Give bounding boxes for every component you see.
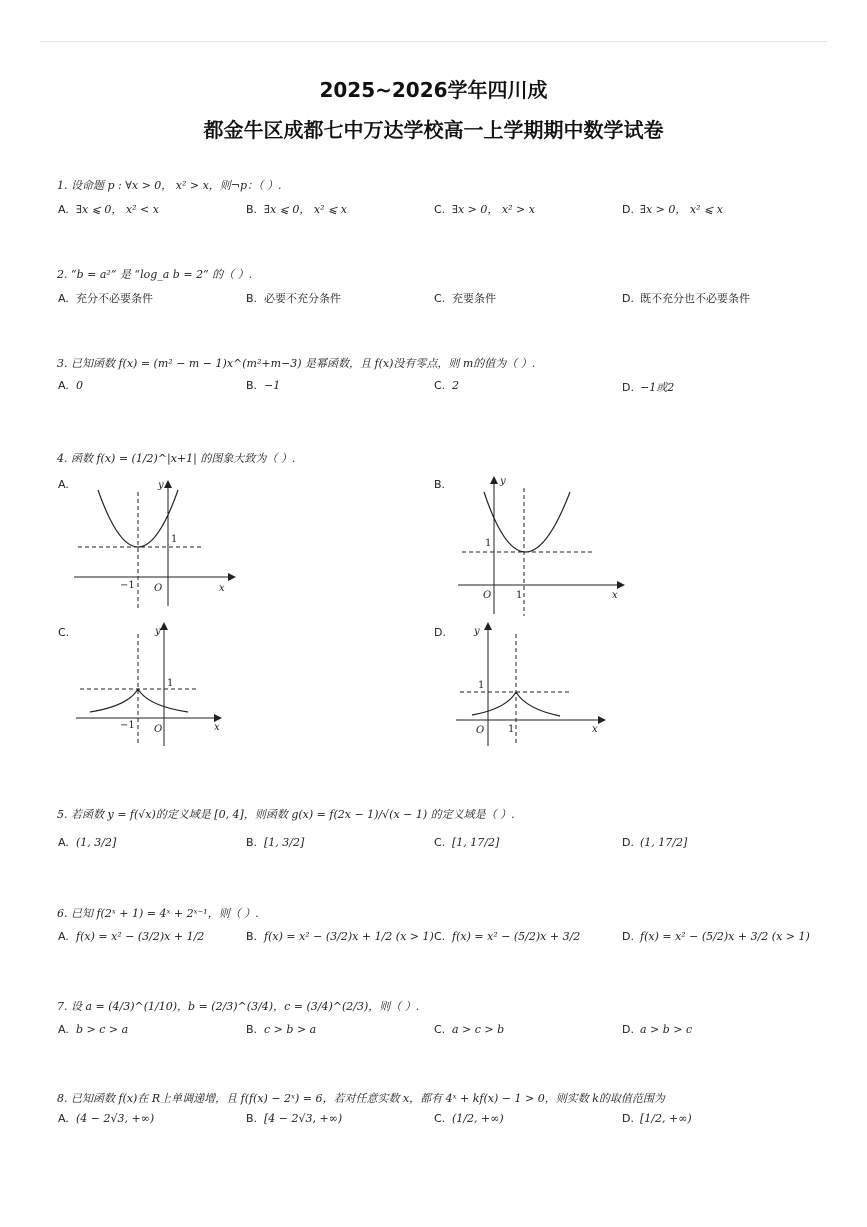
option-c[interactable]: C. 充要条件: [434, 292, 496, 305]
tick-1-x: 1: [516, 590, 523, 601]
option-d[interactable]: D. [1/2, +∞): [622, 1112, 692, 1125]
option-b[interactable]: B. [4 − 2√3, +∞): [246, 1112, 343, 1125]
y-axis-label: y: [155, 626, 161, 637]
question-3-stem: 3. 已知函数 f(x) = (m² − m − 1)x^(m²+m−3) 是幂函数，且 f(x)没有零点，则 m的值为（ ）.: [57, 357, 536, 370]
origin-label: O: [483, 590, 492, 601]
option-c[interactable]: C. (1/2, +∞): [434, 1112, 504, 1125]
option-b[interactable]: B. f(x) = x² − (3/2)x + 1/2 (x > 1): [246, 930, 434, 943]
option-a[interactable]: A. b > c > a: [58, 1023, 129, 1036]
option-c[interactable]: C. f(x) = x² − (5/2)x + 3/2: [434, 930, 581, 943]
tick-neg-1: −1: [120, 580, 135, 591]
graph-b: [452, 472, 627, 617]
option-a[interactable]: A. (1, 3/2]: [58, 836, 117, 849]
question-8-stem: 8. 已知函数 f(x)在 R上单调递增，且 f(f(x) − 2ˣ) = 6，若对任意实数 x，都有 4ˣ + kf(x) − 1 > 0，则实数 k的取值范围为: [57, 1092, 665, 1105]
question-6-options: [58, 930, 818, 952]
option-b[interactable]: B. c > b > a: [246, 1023, 317, 1036]
question-2-stem: 2. “b = a²” 是 “log_a b = 2” 的（ ）.: [57, 268, 253, 281]
y-axis-label: y: [158, 480, 164, 491]
option-c[interactable]: C. a > c > b: [434, 1023, 505, 1036]
tick-1: 1: [167, 678, 174, 689]
option-a[interactable]: A. 充分不必要条件: [58, 292, 153, 305]
x-axis-label: x: [219, 583, 225, 594]
option-b[interactable]: B. −1: [246, 379, 281, 392]
question-1-stem: 1. 设命题 p : ∀x > 0， x² > x，则¬p：（ ）.: [57, 179, 282, 192]
graph-c: [72, 620, 232, 750]
question-6-stem: 6. 已知 f(2ˣ + 1) = 4ˣ + 2ˣ⁻¹，则（ ）.: [57, 907, 259, 920]
option-b[interactable]: B. [1, 3/2]: [246, 836, 305, 849]
graph-b-label[interactable]: B.: [434, 478, 446, 491]
tick-neg-1: −1: [120, 720, 135, 731]
option-c[interactable]: C. ∃x > 0， x² > x: [434, 203, 535, 216]
x-axis-label: x: [592, 724, 598, 735]
x-axis-label: x: [612, 590, 618, 601]
option-b[interactable]: B. 必要不充分条件: [246, 292, 341, 305]
header-divider: [40, 41, 827, 42]
option-c[interactable]: C. 2: [434, 379, 459, 392]
option-d[interactable]: D. f(x) = x² − (5/2)x + 3/2 (x > 1): [622, 930, 810, 943]
graph-a: [68, 476, 238, 611]
graph-d: [452, 620, 612, 750]
question-4-stem: 4. 函数 f(x) = (1/2)^|x+1| 的图象大致为（ ）.: [57, 452, 296, 465]
tick-1: 1: [478, 680, 485, 691]
y-axis-label: y: [500, 476, 506, 487]
question-3-options: [58, 379, 818, 401]
question-5-stem: 5. 若函数 y = f(√x)的定义域是 [0, 4]，则函数 g(x) = f(2x − 1)/√(x − 1) 的定义域是（ ）.: [57, 808, 515, 821]
origin-label: O: [154, 724, 163, 735]
option-b[interactable]: B. ∃x ⩽ 0， x² ⩽ x: [246, 203, 347, 216]
origin-label: O: [154, 583, 163, 594]
option-d[interactable]: D. a > b > c: [622, 1023, 693, 1036]
origin-label: O: [476, 725, 485, 736]
option-d[interactable]: D. −1或2: [622, 381, 675, 394]
option-a[interactable]: A. ∃x ⩽ 0， x² < x: [58, 203, 159, 216]
exam-title-line-1: 2025~2026学年四川成: [319, 78, 548, 102]
graph-d-label[interactable]: D.: [434, 626, 446, 639]
question-7-options: [58, 1023, 818, 1045]
option-a[interactable]: A. 0: [58, 379, 83, 392]
x-axis-label: x: [214, 722, 220, 733]
option-d[interactable]: D. (1, 17/2]: [622, 836, 688, 849]
option-a[interactable]: A. f(x) = x² − (3/2)x + 1/2: [58, 930, 205, 943]
y-axis-label: y: [474, 626, 480, 637]
option-d[interactable]: D. ∃x > 0， x² ⩽ x: [622, 203, 723, 216]
question-5-options: [58, 836, 818, 858]
tick-1-x: 1: [508, 724, 515, 735]
graph-a-label[interactable]: A.: [58, 478, 69, 491]
option-d[interactable]: D. 既不充分也不必要条件: [622, 292, 750, 305]
tick-1: 1: [485, 538, 492, 549]
exam-title-line-2: 都金牛区成都七中万达学校高一上学期期中数学试卷: [203, 118, 664, 142]
question-7-stem: 7. 设 a = (4/3)^(1/10)，b = (2/3)^(3/4)，c = (3/4)^(2/3)，则（ ）.: [57, 1000, 420, 1013]
question-1-options: [58, 201, 818, 223]
option-a[interactable]: A. (4 − 2√3, +∞): [58, 1112, 155, 1125]
question-2-options: [58, 290, 818, 312]
tick-1: 1: [171, 534, 178, 545]
question-8-options: [58, 1112, 818, 1134]
graph-c-label[interactable]: C.: [58, 626, 70, 639]
option-c[interactable]: C. [1, 17/2]: [434, 836, 500, 849]
